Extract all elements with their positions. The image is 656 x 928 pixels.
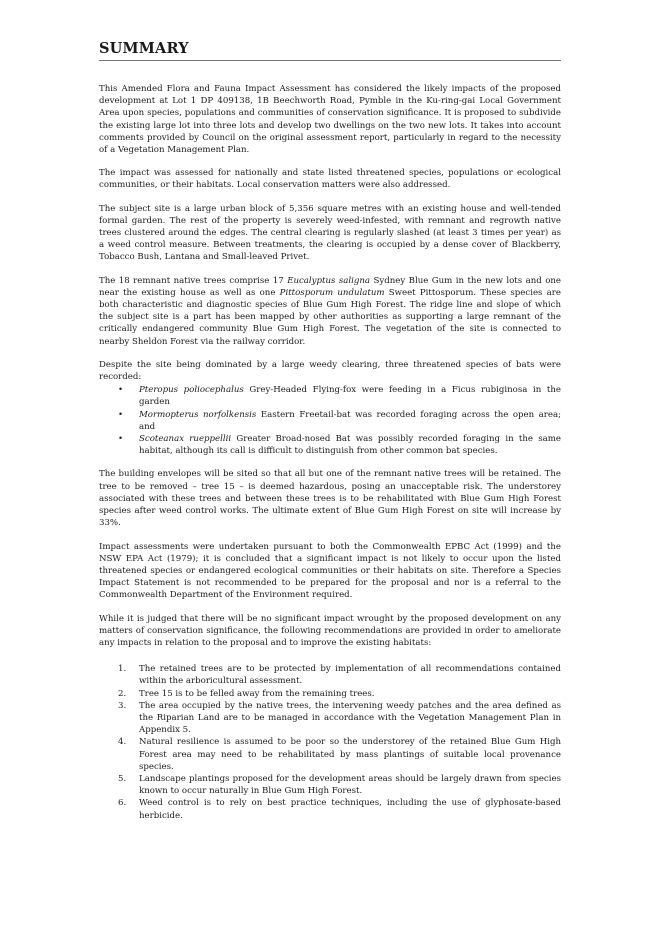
recommendation-text: Tree 15 is to be felled away from the remaining trees. [139,688,375,699]
impact-scope-paragraph: The impact was assessed for nationally and state listed threatened species, populations or ecological communities, or their habitats. Local conservation matters were also addressed. [99,168,561,191]
bat-species-name: Pteropus poliocephalus [139,385,244,396]
bat-species-list [99,384,561,457]
native-trees-text-a: The 18 remnant native trees comprise 17 [99,275,288,286]
list-number: 5. [118,773,127,784]
bullet-icon: • [118,434,124,445]
page-title: SUMMARY [99,40,561,61]
list-number: 1. [118,664,127,675]
list-item [118,773,561,797]
list-item [118,433,561,457]
bats-intro-paragraph: Despite the site being dominated by a large weedy clearing, three threatened species of bats were recorded: [99,359,561,383]
list-item [118,384,561,408]
bat-species-text: Eastern Freetail-bat was recorded foraging across the open area; and [139,409,562,432]
recommendations-list [99,663,561,822]
recommendation-text: The area occupied by the native trees, the intervening weedy patches and the area defined as the Riparian Land are to be managed in accordance with the Vegetation Management Plan in Appendix 5. [139,700,561,736]
bullet-icon: • [118,385,124,396]
bat-species-name: Mormopterus norfolkensis [139,409,257,420]
native-trees-text-b: Sydney Blue Gum in the new lots and one near the existing house as well as one [99,275,561,298]
list-item [118,688,561,700]
native-trees-paragraph [99,275,561,348]
intro-paragraph: This Amended Flora and Fauna Impact Assessment has considered the likely impacts of the proposed development at Lot 1 DP 409138, 1B Beechworth Road, Pymble in the Ku-ring-gai Local Government Area upon species, populations and communities of conservation significance. It is proposed to subdivide the existing large lot into three lots and develop two dwellings on the two new lots. It takes into account comments provided by Council on the original assessment report, particularly in regard to the necessity of a Vegetation Management Plan. [99,84,561,156]
list-item [118,797,561,821]
recommendation-text: Weed control is to rely on best practice techniques, including the use of glyphosate-based herbicide. [139,798,561,821]
list-item [118,409,562,433]
species-eucalyptus-saligna: Eucalyptus saligna [287,275,371,286]
recommendation-text: The retained trees are to be protected by implementation of all recommendations contained within the arboricultural assessment. [139,664,561,687]
list-item [118,700,561,737]
building-envelopes-paragraph: The building envelopes will be sited so that all but one of the remnant native trees will be retained. The tree to be removed – tree 15 – is deemed hazardous, posing an unacceptable risk. The understorey associated with these trees and between these trees is to be rehabilitated with Blue Gum High Forest species after weed control works. The ultimate extent of Blue Gum High Forest on site will increase by 33%. [99,469,561,529]
species-pittosporum-undulatum: Pittosporum undulatum [279,287,385,298]
list-item [118,663,561,687]
bat-species-name: Scoteanax rueppellii [139,434,232,445]
bat-species-text: Greater Broad-nosed Bat was possibly recorded foraging in the same habitat, although its call is difficult to distinguish from other common bat species. [139,434,561,457]
recommendation-text: Natural resilience is assumed to be poor so the understorey of the retained Blue Gum High Forest area may need to be rehabilitated by mass plantings of suitable local provenance species. [139,737,561,772]
bat-species-text: Grey-Headed Flying-fox were feeding in a Ficus rubiginosa in the garden [139,385,561,408]
list-number: 4. [118,737,127,748]
bullet-icon: • [118,409,124,420]
native-trees-text-c: Sweet Pittosporum. These species are both characteristic and diagnostic species of Blue Gum High Forest. The ridge line and slope of which the subject site is a part has been mapped by other authorities as supporting a large remnant of the critically endangered community Blue Gum High Forest. The vegetation of the site is connected to nearby Sheldon Forest via the railway corridor. [99,287,561,347]
site-description-paragraph: The subject site is a large urban block of 5,356 square metres with an existing house and well-tended formal garden. The rest of the property is severely weed-infested, with remnant and regrowth native trees clustered around the edges. The central clearing is regularly slashed (at least 3 times per year) as a weed control measure. Between treatments, the clearing is occupied by a dense cover of Blackberry, Tobacco Bush, Lantana and Small-leaved Privet. [99,203,561,263]
recommendation-text: Landscape plantings proposed for the development areas should be largely drawn from species known to occur naturally in Blue Gum High Forest. [139,773,561,797]
list-number: 3. [118,700,127,711]
recommendations-intro-paragraph: While it is judged that there will be no significant impact wrought by the proposed development on any matters of conservation significance, the following recommendations are provided in order to ameliorate any impacts in relation to the proposal and to improve the existing habitats: [99,613,561,648]
list-number: 6. [118,798,127,809]
summary-page [99,40,561,822]
list-item [118,736,561,773]
impact-assessment-paragraph: Impact assessments were undertaken pursuant to both the Commonwealth EPBC Act (1999) and the NSW EPA Act (1979); it is concluded that a significant impact is not likely to occur upon the listed threatened species or endangered ecological communities or their habitats on site. Therefore a Species Impact Statement is not recommended to be prepared for the proposal and nor is a referral to the Commonwealth Department of the Environment required. [99,541,561,601]
list-number: 2. [118,688,127,699]
